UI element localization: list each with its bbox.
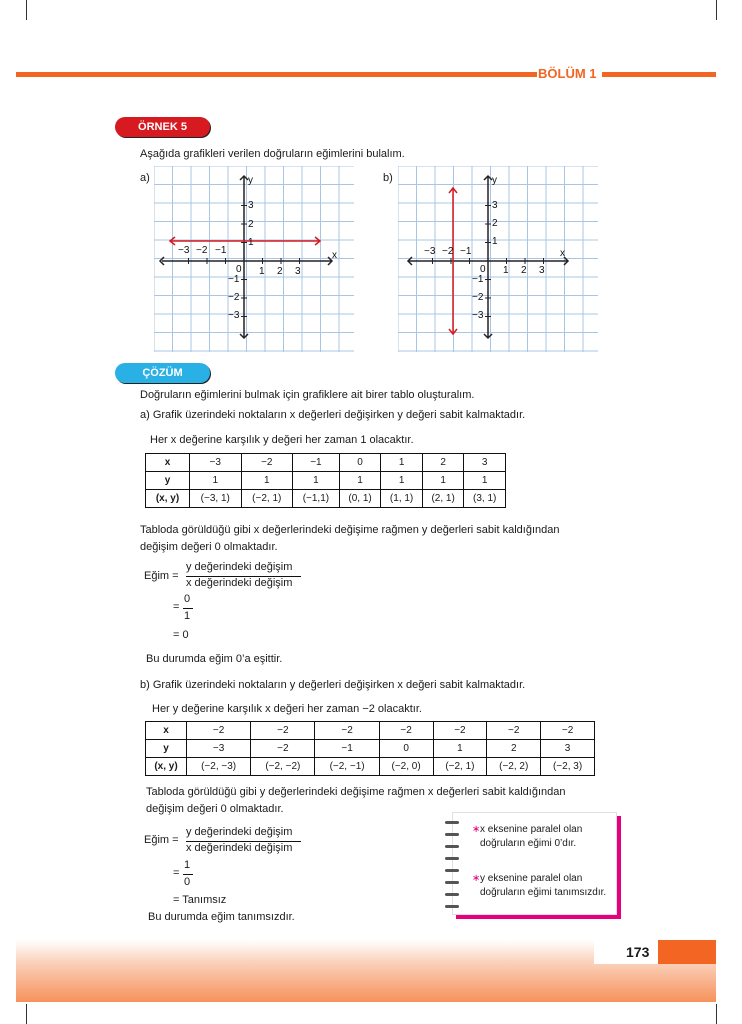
table-cell: 1: [339, 472, 381, 490]
graph-a-tick-label: 3: [295, 266, 301, 277]
graph-a-line: [170, 237, 320, 245]
frac-num-a: 0: [184, 593, 191, 605]
spiral-ring: [445, 893, 459, 896]
denominator-a: x değerindeki değişim: [186, 577, 293, 589]
table-cell: −2: [487, 722, 541, 740]
table-head: y: [146, 740, 187, 758]
table-cell: 1: [381, 472, 423, 490]
graph-a-x-axis-label: x: [332, 250, 337, 261]
note-line: doğruların eğimi 0’dır.: [480, 838, 577, 849]
frac-den-b: 0: [184, 876, 191, 888]
table-cell: (−2, −1): [315, 758, 379, 776]
part-a-explain-2: değişim değeri 0 olmaktadır.: [140, 541, 278, 553]
graph-b-origin: 0: [480, 264, 486, 275]
graph-b-tick-label: 3: [492, 200, 498, 211]
graph-b-grid: [398, 166, 598, 352]
table-cell: 0: [339, 454, 381, 472]
slope-label-a: Eğim =: [144, 570, 179, 582]
table-cell: −1: [293, 454, 340, 472]
result-a: = 0: [173, 629, 189, 641]
graph-b-tick-label: −2: [442, 246, 454, 257]
note-line: y eksenine paralel olan: [480, 873, 583, 884]
crop-mark: [716, 0, 717, 20]
graph-a-tick-label: −1: [228, 274, 240, 285]
table-b: [145, 721, 595, 776]
frac-num-b: 1: [184, 859, 191, 871]
part-a-sub: Her x değerine karşılık y değeri her zaman 1 olacaktır.: [150, 434, 414, 446]
page-tab: [658, 940, 716, 964]
result-b: = Tanımsız: [173, 894, 227, 906]
part-a-explain-1: Tabloda görüldüğü gibi x değerlerindeki değişime rağmen y değerleri sabit kaldığından: [140, 524, 560, 536]
graph-a-tick-label: 1: [259, 266, 265, 277]
graph-b-label: b): [383, 172, 393, 184]
graph-b: [398, 166, 598, 352]
table-cell: −2: [187, 722, 251, 740]
table-head: y: [146, 472, 190, 490]
table-cell: 1: [293, 472, 340, 490]
graph-a-grid: [154, 166, 354, 352]
graph-a-tick-label: 1: [248, 237, 254, 248]
table-head: (x, y): [146, 758, 187, 776]
solution-badge: ÇÖZÜM: [115, 363, 210, 383]
crop-mark: [26, 0, 27, 20]
table-cell: (−2, 1): [241, 490, 293, 508]
graph-b-tick-label: −3: [424, 246, 436, 257]
table-cell: (0, 1): [339, 490, 381, 508]
graph-b-tick-label: −2: [472, 292, 484, 303]
header-rule-right: [602, 72, 716, 77]
part-a-title: a) Grafik üzerindeki noktaların x değerleri değişirken y değeri sabit kalmaktadır.: [140, 409, 526, 421]
graph-a-origin: 0: [236, 264, 242, 275]
graph-a-tick-label: 2: [277, 266, 283, 277]
section-label: BÖLÜM 1: [538, 66, 597, 81]
graph-a-tick-label: 2: [248, 219, 254, 230]
graph-b-tick-label: −1: [472, 274, 484, 285]
conclusion-b: Bu durumda eğim tanımsızdır.: [148, 911, 295, 923]
table-a: [145, 453, 506, 508]
table-head: x: [146, 454, 190, 472]
fraction-bar: [186, 841, 301, 842]
table-cell: −2: [315, 722, 379, 740]
table-cell: −2: [251, 722, 315, 740]
graph-a-y-axis-label: y: [248, 175, 253, 186]
conclusion-a: Bu durumda eğim 0’a eşittir.: [146, 653, 283, 665]
table-row: [146, 490, 506, 508]
part-b-sub: Her y değerine karşılık x değeri her zaman −2 olacaktır.: [152, 703, 422, 715]
table-cell: (3, 1): [464, 490, 506, 508]
graph-b-tick-label: 3: [539, 265, 545, 276]
denominator-b: x değerindeki değişim: [186, 842, 293, 854]
equals-a: =: [173, 601, 180, 613]
table-cell: (−2, 3): [541, 758, 595, 776]
graph-b-x-axis-label: x: [560, 248, 565, 259]
table-cell: (−2, 2): [487, 758, 541, 776]
part-b-explain-1: Tabloda görüldüğü gibi y değerlerindeki değişime rağmen x değerleri sabit kaldığından: [146, 786, 566, 798]
bullet-icon: ∗: [472, 824, 481, 835]
fraction-bar: [183, 608, 193, 609]
table-cell: −1: [315, 740, 379, 758]
part-b-title: b) Grafik üzerindeki noktaların y değerleri değişirken x değeri sabit kalmaktadır.: [140, 679, 526, 691]
graph-a: [154, 166, 354, 352]
spiral-ring: [445, 845, 459, 848]
table-cell: 3: [541, 740, 595, 758]
part-b-explain-2: değişim değeri 0 olmaktadır.: [146, 803, 284, 815]
table-row: [146, 472, 506, 490]
table-row: [146, 454, 506, 472]
spiral-ring: [445, 857, 459, 860]
spiral-ring: [445, 821, 459, 824]
table-cell: (−2, −2): [251, 758, 315, 776]
graph-a-tick-label: 3: [248, 200, 254, 211]
table-cell: 1: [422, 472, 464, 490]
graph-a-tick-label: −3: [178, 245, 190, 256]
table-cell: −3: [187, 740, 251, 758]
graph-a-tick-label: −1: [215, 245, 227, 256]
example-intro: Aşağıda grafikleri verilen doğruların eğimlerini bulalım.: [140, 148, 405, 160]
graph-b-tick-label: 2: [492, 218, 498, 229]
table-cell: −3: [190, 454, 242, 472]
table-cell: 2: [487, 740, 541, 758]
equals-b: =: [173, 867, 180, 879]
graph-b-tick-label: 2: [521, 265, 527, 276]
table-cell: −2: [241, 454, 293, 472]
graph-b-tick-label: 1: [492, 236, 498, 247]
note-card: [452, 812, 617, 915]
table-cell: (−3, 1): [190, 490, 242, 508]
spiral-ring: [445, 869, 459, 872]
table-cell: (1, 1): [381, 490, 423, 508]
graph-a-label: a): [140, 172, 150, 184]
table-cell: (−1,1): [293, 490, 340, 508]
table-cell: (2, 1): [422, 490, 464, 508]
table-cell: −2: [379, 722, 433, 740]
table-cell: (−2, −3): [187, 758, 251, 776]
table-row: [146, 722, 595, 740]
table-cell: −2: [541, 722, 595, 740]
graph-b-tick-label: −3: [472, 310, 484, 321]
header-rule: [16, 72, 537, 77]
graph-b-tick-label: 1: [503, 265, 509, 276]
note-line: doğruların eğimi tanımsızdır.: [480, 887, 607, 898]
table-row: [146, 740, 595, 758]
note-line: x eksenine paralel olan: [480, 824, 583, 835]
numerator-b: y değerindeki değişim: [186, 826, 293, 838]
spiral-ring: [445, 881, 459, 884]
crop-mark: [716, 1004, 717, 1024]
solution-intro: Doğruların eğimlerini bulmak için grafiklere ait birer tablo oluşturalım.: [140, 389, 475, 401]
graph-a-tick-label: −3: [228, 310, 240, 321]
crop-mark: [26, 1004, 27, 1024]
table-head: x: [146, 722, 187, 740]
table-cell: (−2, 0): [379, 758, 433, 776]
spiral-ring: [445, 905, 459, 908]
table-cell: 1: [433, 740, 487, 758]
bullet-icon: ∗: [472, 873, 481, 884]
table-cell: −2: [251, 740, 315, 758]
table-cell: 1: [464, 472, 506, 490]
table-cell: 1: [241, 472, 293, 490]
table-row: [146, 758, 595, 776]
table-cell: −2: [433, 722, 487, 740]
graph-a-tick-label: −2: [196, 245, 208, 256]
spiral-ring: [445, 833, 459, 836]
example-badge: ÖRNEK 5: [115, 117, 210, 137]
fraction-bar: [183, 874, 193, 875]
graph-a-tick-label: −2: [228, 292, 240, 303]
table-head: (x, y): [146, 490, 190, 508]
numerator-a: y değerindeki değişim: [186, 561, 293, 573]
table-cell: 1: [381, 454, 423, 472]
table-cell: 0: [379, 740, 433, 758]
table-cell: 1: [190, 472, 242, 490]
table-cell: (−2, 1): [433, 758, 487, 776]
graph-b-tick-label: −1: [460, 246, 472, 257]
page-number: 173: [626, 944, 650, 960]
frac-den-a: 1: [184, 610, 191, 622]
table-cell: 2: [422, 454, 464, 472]
graph-b-y-axis-label: y: [492, 175, 497, 186]
table-cell: 3: [464, 454, 506, 472]
slope-label-b: Eğim =: [144, 834, 179, 846]
